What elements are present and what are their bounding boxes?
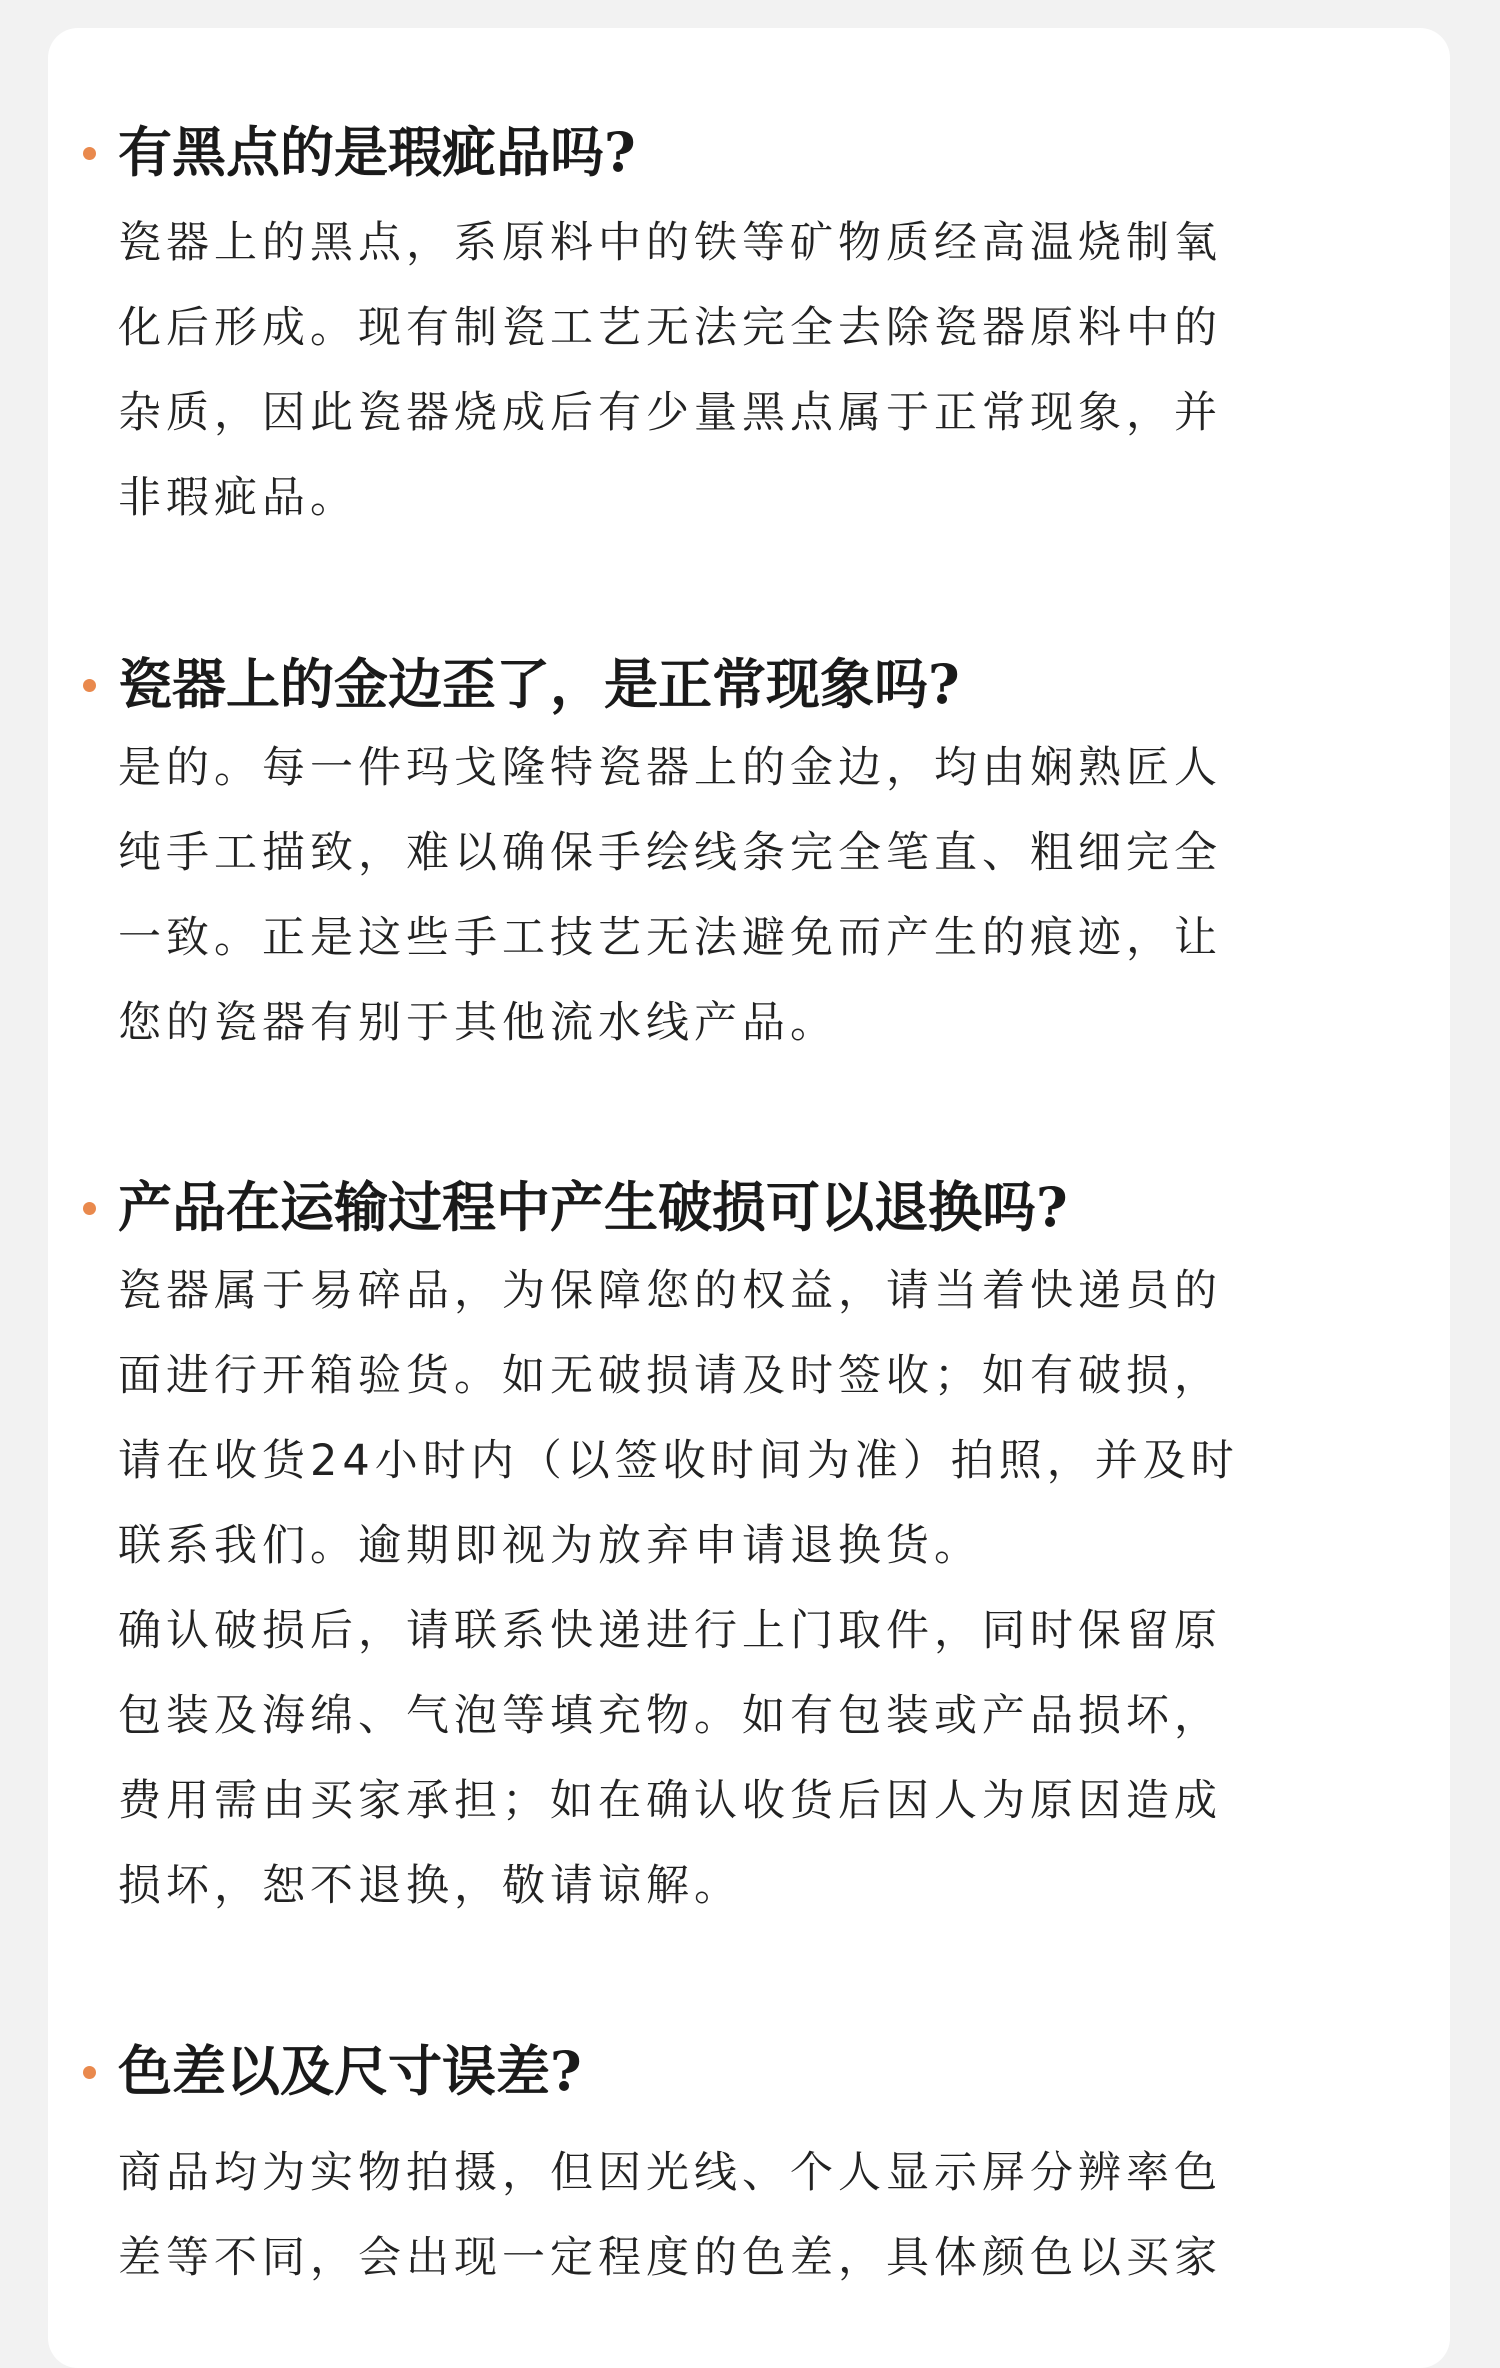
faq-item — [118, 1165, 1348, 1929]
answer-line: 费用需由买家承担；如在确认收货后因人为原因造成 — [118, 1776, 1222, 1826]
bullet-dot-icon — [83, 2066, 96, 2079]
faq-item — [118, 642, 1348, 1066]
answer-line: 包装及海绵、气泡等填充物。如有包装或产品损坏， — [118, 1691, 1222, 1741]
answer-line: 联系我们。逾期即视为放弃申请退换货。 — [118, 1521, 982, 1571]
answer-line: 杂质，因此瓷器烧成后有少量黑点属于正常现象，并 — [118, 388, 1222, 438]
answer-line: 您的瓷器有别于其他流水线产品。 — [118, 998, 838, 1048]
answer-line: 瓷器属于易碎品，为保障您的权益，请当着快递员的 — [118, 1266, 1222, 1316]
answer-line: 确认破损后，请联系快递进行上门取件，同时保留原 — [118, 1606, 1222, 1656]
faq-item — [118, 110, 1348, 541]
faq-answer — [118, 726, 1348, 1066]
faq-question: 色差以及尺寸误差? — [118, 2029, 1348, 2113]
faq-answer — [118, 201, 1348, 541]
answer-line: 差等不同，会出现一定程度的色差，具体颜色以买家 — [118, 2233, 1222, 2283]
answer-line: 化后形成。现有制瓷工艺无法完全去除瓷器原料中的 — [118, 303, 1222, 353]
answer-line: 瓷器上的黑点，系原料中的铁等矿物质经高温烧制氧 — [118, 218, 1222, 268]
answer-line: 请在收货24小时内（以签收时间为准）拍照，并及时 — [118, 1436, 1239, 1486]
answer-line: 损坏，恕不退换，敬请谅解。 — [118, 1861, 742, 1911]
answer-line: 商品均为实物拍摄，但因光线、个人显示屏分辨率色 — [118, 2148, 1222, 2198]
faq-question: 瓷器上的金边歪了，是正常现象吗? — [118, 642, 1348, 726]
faq-question: 有黑点的是瑕疵品吗? — [118, 110, 1348, 194]
bullet-dot-icon — [83, 147, 96, 160]
bullet-dot-icon — [83, 679, 96, 692]
answer-line: 面进行开箱验货。如无破损请及时签收；如有破损， — [118, 1351, 1222, 1401]
answer-line: 纯手工描致，难以确保手绘线条完全笔直、粗细完全 — [118, 828, 1222, 878]
faq-item — [118, 2029, 1348, 2301]
bullet-dot-icon — [83, 1202, 96, 1215]
answer-line: 非瑕疵品。 — [118, 473, 358, 523]
answer-line: 一致。正是这些手工技艺无法避免而产生的痕迹，让 — [118, 913, 1222, 963]
answer-line: 是的。每一件玛戈隆特瓷器上的金边，均由娴熟匠人 — [118, 743, 1222, 793]
faq-question: 产品在运输过程中产生破损可以退换吗? — [118, 1165, 1348, 1249]
faq-answer — [118, 1249, 1348, 1929]
faq-answer — [118, 2131, 1348, 2301]
